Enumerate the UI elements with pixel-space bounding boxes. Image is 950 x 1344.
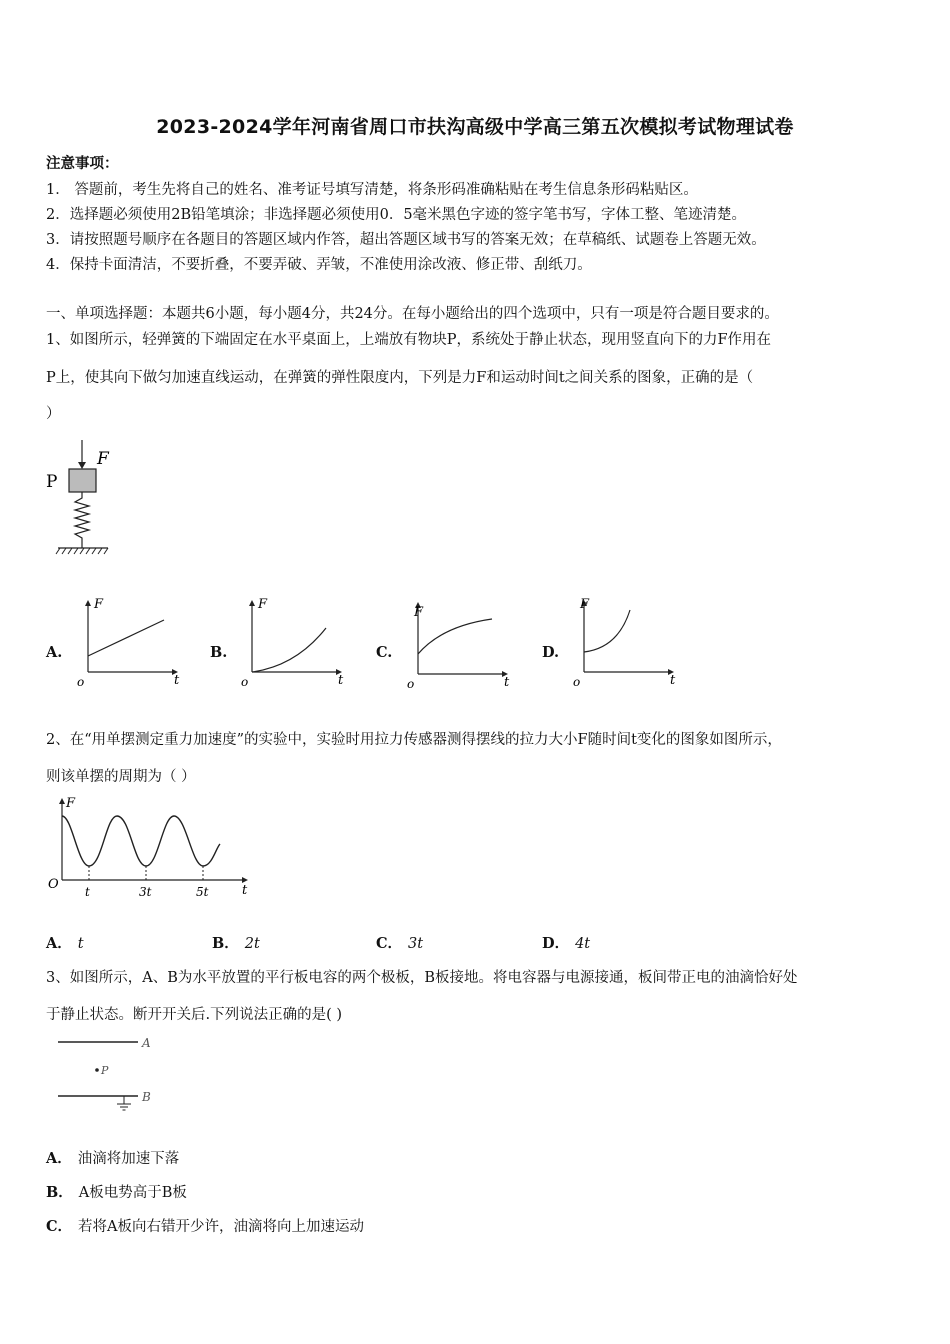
axis-x-label: t [670, 673, 676, 688]
q1-stem-line2: P上，使其向下做匀加速直线运动，在弹簧的弹性限度内，下列是力F和运动时间t之间关系的图象，正确的是（ [46, 370, 754, 386]
axis-x-label: t [338, 673, 344, 688]
origin-label: O [48, 877, 59, 892]
q3-option-c[interactable]: C． 若将A板向右错开少许，油滴将向上加速运动 [46, 1218, 365, 1235]
axis-x-label: t [174, 673, 180, 688]
spring-block-figure [40, 436, 130, 561]
table-hatch [56, 548, 108, 554]
q2-tension-graph [42, 792, 262, 904]
q3-option-b[interactable]: B． A板电势高于B板 [46, 1184, 187, 1201]
notice-item: 1． 答题前，考生先将自己的姓名、准考证号填写清楚，将条形码准确粘贴在考生信息条形码粘贴区。 [46, 182, 698, 198]
q1-graph-d [568, 590, 688, 690]
q2-option-c[interactable]: C． 3t [376, 935, 424, 952]
q2-option-b[interactable]: B． 2t [212, 935, 260, 952]
graph-curve [88, 620, 164, 656]
graph-curve [252, 628, 326, 672]
spring [75, 492, 89, 548]
label-p: P [101, 1064, 109, 1077]
label-b: B [142, 1090, 151, 1104]
q2-stem-line1: 2、在“用单摆测定重力加速度”的实验中，实验时用拉力传感器测得摆线的拉力大小F随时间t变化的图象如图所示， [46, 732, 782, 748]
label-f: F [97, 449, 109, 469]
q1-graph-b [236, 590, 356, 690]
axis-y-label: F [66, 796, 76, 811]
force-arrow-head [78, 462, 86, 469]
notice-heading: 注意事项： [46, 155, 119, 172]
axis-y-label: F [94, 597, 104, 612]
tick-label: t [85, 885, 90, 899]
origin-label: o [407, 677, 415, 691]
origin-label: o [241, 675, 249, 689]
page-title: 2023-2024学年河南省周口市扶沟高级中学高三第五次模拟考试物理试卷 [156, 116, 794, 138]
tick-label: 3t [139, 885, 152, 899]
q3-stem-line1: 3、如图所示，A、B为水平放置的平行板电容的两个极板，B板接地。将电容器与电源接通，板间带正电的油滴恰好处 [46, 970, 798, 986]
q2-option-d[interactable]: D． 4t [542, 935, 591, 952]
notice-item: 3．请按照题号顺序在各题目的答题区域内作答，超出答题区域书写的答案无效；在草稿纸、试题卷上答题无效。 [46, 232, 766, 248]
label-p: P [46, 472, 58, 492]
q2-option-a[interactable]: A． t [46, 935, 84, 952]
capacitor-figure [50, 1032, 170, 1117]
tension-curve [62, 816, 220, 866]
q1-option-c[interactable]: C. [376, 644, 393, 661]
graph-curve [418, 619, 492, 654]
q1-stem-line1: 1、如图所示，轻弹簧的下端固定在水平桌面上，上端放有物块P，系统处于静止状态，现用竖直向下的力F作用在 [46, 332, 772, 348]
axis-y-label: F [258, 597, 268, 612]
origin-label: o [573, 675, 581, 689]
axis-x-label: t [242, 883, 248, 898]
axis-x-label: t [504, 675, 510, 690]
axis-y-label: F [580, 597, 590, 612]
q3-option-a[interactable]: A． 油滴将加速下落 [46, 1150, 180, 1167]
q1-option-d[interactable]: D. [542, 644, 560, 661]
block-p [69, 469, 96, 492]
axis-y-label: F [414, 605, 424, 620]
section-heading: 一、单项选择题：本题共6小题，每小题4分，共24分。在每小题给出的四个选项中，只有一项是符合题目要求的。 [46, 306, 779, 322]
oil-drop-p [95, 1068, 99, 1072]
notice-item: 4．保持卡面清洁，不要折叠，不要弄破、弄皱，不准使用涂改液、修正带、刮纸刀。 [46, 257, 592, 273]
graph-curve [584, 610, 630, 652]
q1-graph-c [402, 592, 522, 692]
origin-label: o [77, 675, 85, 689]
q1-graph-a [72, 590, 192, 690]
q2-stem-line2: 则该单摆的周期为（ ） [46, 769, 196, 785]
notice-item: 2．选择题必须使用2B铅笔填涂；非选择题必须使用0．5毫米黑色字迹的签字笔书写，字体工整、笔迹清楚。 [46, 207, 747, 223]
q3-stem-line2: 于静止状态。断开开关后.下列说法正确的是( ) [46, 1007, 343, 1023]
q1-option-b[interactable]: B. [210, 644, 228, 661]
label-a: A [142, 1036, 151, 1050]
q1-stem-line3: ） [46, 406, 61, 422]
q1-option-a[interactable]: A. [46, 644, 63, 661]
tick-label: 5t [196, 885, 209, 899]
